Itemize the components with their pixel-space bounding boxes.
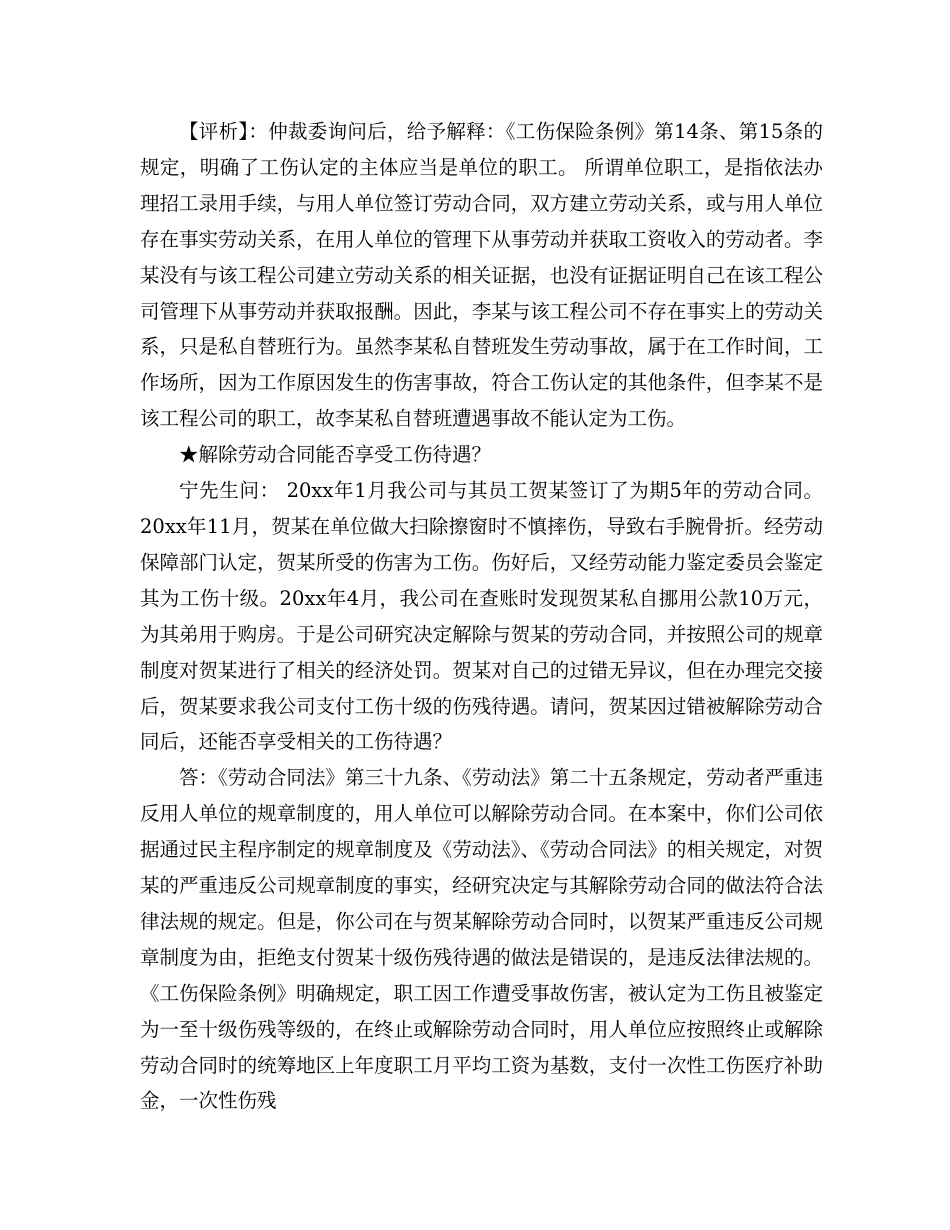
paragraph-analysis: 【评析】：仲裁委询问后，给予解释：《工伤保险条例》第14条、第15条的规定，明确了工伤认定的主体应当是单位的职工。 所谓单位职工，是指依法办理招工录用手续，与用人单位签订劳动合同，双方建立劳动关系，或与用人单位存在事实劳动关系，在用人单位的管理下从事劳动并获取工资收入的劳动者。李某没有与该工程公司建立劳动关系的相关证据，也没有证据证明自己在该工程公司管理下从事劳动并获取报酬。因此，李某与该工程公司不存在事实上的劳动关系，只是私自替班行为。虽然李某私自替班发生劳动事故，属于在工作时间，工作场所，因为工作原因发生的伤害事故，符合工伤认定的其他条件，但李某不是该工程公司的职工，故李某私自替班遭遇事故不能认定为工伤。 [140, 120, 823, 431]
paragraph-question: 宁先生问： 20xx年1月我公司与其员工贺某签订了为期5年的劳动合同。20xx年11月，贺某在单位做大扫除擦窗时不慎摔伤，导致右手腕骨折。经劳动保障部门认定，贺某所受的伤害为工伤。伤好后，又经劳动能力鉴定委员会鉴定其为工伤十级。20xx年4月，我公司在查账时发现贺某私自挪用公款10万元，为其弟用于购房。于是公司研究决定解除与贺某的劳动合同，并按照公司的规章制度对贺某进行了相关的经济处罚。贺某对自己的过错无异议，但在办理完交接后，贺某要求我公司支付工伤十级的伤残待遇。请问，贺某因过错被解除劳动合同后，还能否享受相关的工伤待遇？ [140, 479, 823, 754]
document-body [140, 114, 823, 1119]
paragraph-answer: 答：《劳动合同法》第三十九条、《劳动法》第二十五条规定，劳动者严重违反用人单位的规章制度的，用人单位可以解除劳动合同。在本案中，你们公司依据通过民主程序制定的规章制度及《劳动法》、《劳动合同法》的相关规定，对贺某的严重违反公司规章制度的事实，经研究决定与其解除劳动合同的做法符合法律法规的规定。但是，你公司在与贺某解除劳动合同时，以贺某严重违反公司规章制度为由，拒绝支付贺某十级伤残待遇的做法是错误的，是违反法律法规的。《工伤保险条例》明确规定，职工因工作遭受事故伤害，被认定为工伤且被鉴定为一至十级伤残等级的，在终止或解除劳动合同时，用人单位应按照终止或解除劳动合同时的统筹地区上年度职工月平均工资为基数，支付一次性工伤医疗补助金，一次性伤残 [140, 766, 823, 1113]
paragraph-question-heading: ★解除劳动合同能否享受工伤待遇？ [179, 443, 492, 467]
